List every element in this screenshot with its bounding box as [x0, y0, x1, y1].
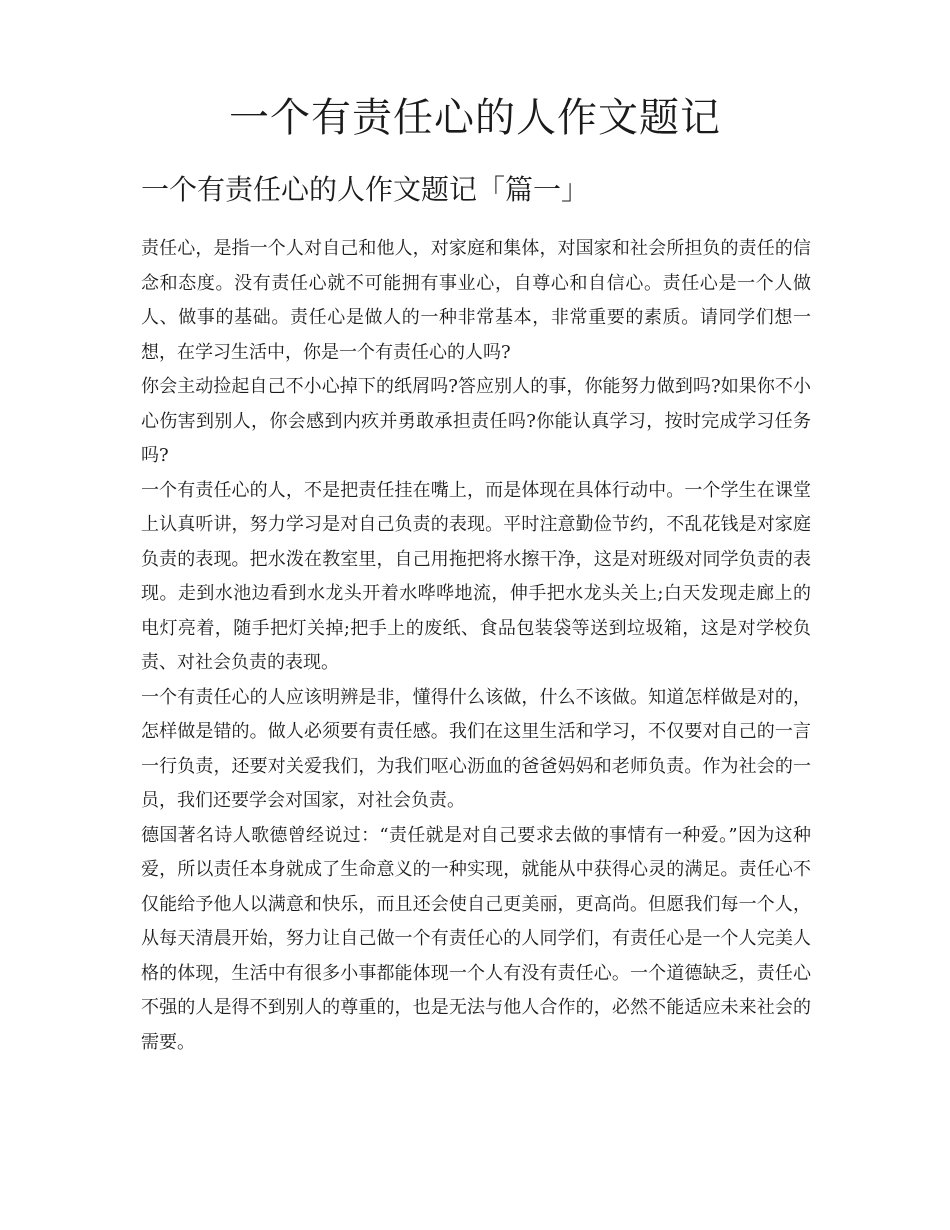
section-heading: 一个有责任心的人作文题记「篇一」	[141, 173, 590, 206]
paragraph-5: 德国著名诗人歌德曾经说过：“责任就是对自己要求去做的事情有一种爱。”因为这种爱，所以责任本身就成了生命意义的一种实现，就能从中获得心灵的满足。责任心不仅能给予他人以满意和快乐，而且还会使自己更美丽，更高尚。但愿我们每一个人，从每天清晨开始，努力让自己做一个有责任心的人同学们，有责任心是一个人完美人格的体现，生活中有很多小事都能体现一个人有没有责任心。一个道德缺乏，责任心不强的人是得不到别人的尊重的，也是无法与他人合作的，必然不能适应未来社会的需要。	[141, 824, 811, 1053]
paragraph-3: 一个有责任心的人，不是把责任挂在嘴上，而是体现在具体行动中。一个学生在课堂上认真听讲，努力学习是对自己负责的表现。平时注意勤俭节约，不乱花钱是对家庭负责的表现。把水泼在教室里，自己用拖把将水擦干净，这是对班级对同学负责的表现。走到水池边看到水龙头开着水哗哗地流，伸手把水龙头关上;白天发现走廊上的电灯亮着，随手把灯关掉;把手上的废纸、食品包装袋等送到垃圾箱，这是对学校负责、对社会负责的表现。	[141, 479, 811, 673]
paragraph-1: 责任心，是指一个人对自己和他人，对家庭和集体，对国家和社会所担负的责任的信念和态度。没有责任心就不可能拥有事业心，自尊心和自信心。责任心是一个人做人、做事的基础。责任心是做人的一种非常基本，非常重要的素质。请同学们想一想，在学习生活中，你是一个有责任心的人吗?	[141, 238, 811, 363]
document-title: 一个有责任心的人作文题记	[229, 95, 721, 141]
paragraph-2: 你会主动捡起自己不小心掉下的纸屑吗?答应别人的事，你能努力做到吗?如果你不小心伤害到别人，你会感到内疚并勇敢承担责任吗?你能认真学习，按时完成学习任务吗?	[141, 376, 811, 466]
paragraph-4: 一个有责任心的人应该明辨是非，懂得什么该做，什么不该做。知道怎样做是对的，怎样做是错的。做人必须要有责任感。我们在这里生活和学习，不仅要对自己的一言一行负责，还要对关爱我们，为我们呕心沥血的爸爸妈妈和老师负责。作为社会的一员，我们还要学会对国家，对社会负责。	[141, 686, 811, 811]
document-body	[141, 232, 811, 1060]
